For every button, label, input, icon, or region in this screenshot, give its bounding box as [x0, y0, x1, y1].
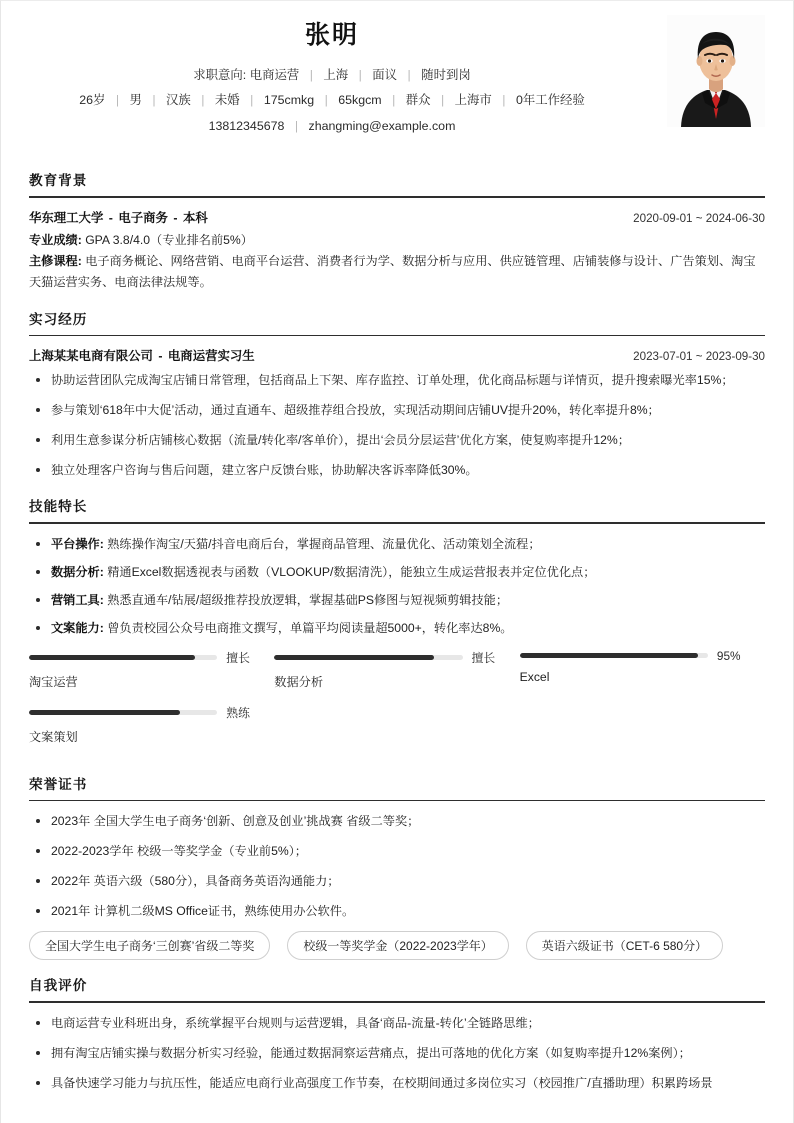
skill-progress-track — [29, 710, 217, 715]
list-item: 参与策划‘618年中大促’活动，通过直通车、超级推荐组合投放，实现活动期间店铺UV提升20%，转化率提升8%； — [29, 400, 765, 421]
page-title: 张明 — [304, 21, 359, 49]
section-title-honors: 荣誉证书 — [29, 776, 88, 792]
skill-name-label: Excel — [519, 669, 550, 684]
internship-bullet-list — [29, 370, 765, 481]
section-divider — [29, 335, 765, 337]
list-item: 利用生意参谋分析店铺核心数据（流量/转化率/客单价），提出‘会员分层运营’优化方案，使复购率提升12%； — [29, 430, 765, 451]
gpa-value: GPA 3.8/4.0（专业排名前5%） — [85, 232, 253, 247]
list-item: 2021年 计算机二级MS Office证书，熟练使用办公软件。 — [29, 901, 765, 922]
skill-level-label: 熟练 — [226, 705, 250, 720]
section-internship — [29, 308, 765, 482]
basic-item: 汉族 — [166, 93, 191, 108]
skill-progress-track — [274, 655, 462, 660]
skill-label: 文案能力: — [51, 620, 104, 635]
list-item: 2022年 英语六级（580分），具备商务英语沟通能力； — [29, 871, 765, 892]
skill-progress-track — [520, 653, 708, 658]
basic-item: 上海市 — [454, 93, 492, 108]
list-item: 2023年 全国大学生电子商务‘创新、创意及创业’挑战赛 省级二等奖； — [29, 811, 765, 832]
skill-level-label: 擅长 — [226, 650, 250, 665]
role-name: 电商运营实习生 — [167, 349, 255, 364]
company-name: 上海某某电商有限公司 — [29, 349, 153, 364]
honor-tag[interactable]: 校级一等奖学金（2022-2023学年） — [287, 931, 508, 960]
objective-item: 上海 — [323, 67, 349, 82]
list-item — [29, 590, 765, 611]
skill-label: 营销工具: — [51, 592, 104, 607]
internship-entry-head — [29, 346, 765, 364]
portrait-illustration — [667, 15, 765, 127]
skill-text: 精通Excel数据透视表与函数（VLOOKUP/数据清洗），能独立生成运营报表并定位优化点； — [107, 564, 596, 579]
degree-name: 本科 — [182, 210, 208, 225]
list-item: 独立处理客户咨询与售后问题，建立客户反馈台账，协助解决客诉率降低30%。 — [29, 460, 765, 481]
honors-tag-list — [29, 931, 765, 960]
honor-tag[interactable]: 全国大学生电子商务‘三创赛’省级二等奖 — [29, 931, 270, 960]
objective-item: 面议 — [372, 67, 398, 82]
list-item: 协助运营团队完成淘宝店铺日常管理，包括商品上下架、库存监控、订单处理，优化商品标题与详情页，提升搜索曝光率15%； — [29, 370, 765, 391]
email-address: zhangming@example.com — [308, 118, 456, 133]
education-courses-line — [29, 251, 765, 294]
divider: | — [407, 67, 411, 82]
section-divider — [29, 196, 765, 198]
divider: | — [294, 118, 299, 133]
section-education — [29, 169, 765, 294]
resume-header — [29, 1, 765, 155]
skill-bar-row — [29, 704, 252, 721]
education-entry-title — [29, 208, 208, 226]
education-gpa-line — [29, 230, 765, 251]
divider: - — [154, 349, 166, 364]
internship-entry-title — [29, 346, 255, 364]
skill-text: 曾负责校园公众号电商推文撰写，单篇平均阅读量超5000+，转化率达8%。 — [107, 620, 513, 635]
section-title-internship: 实习经历 — [29, 311, 88, 327]
section-self-evaluation — [29, 974, 765, 1103]
skill-text: 熟练操作淘宝/天猫/抖音电商后台，掌握商品管理、流量优化、活动策划全流程； — [107, 536, 541, 551]
basic-item: 男 — [129, 93, 142, 108]
list-item: 2022-2023学年 校级一等奖学金（专业前5%）； — [29, 841, 765, 862]
skills-bullet-list — [29, 534, 765, 639]
list-item — [29, 534, 765, 555]
courses-label: 主修课程: — [29, 253, 82, 268]
self-evaluation-bullet-list — [29, 1013, 765, 1094]
divider: | — [250, 93, 254, 108]
section-honors — [29, 773, 765, 961]
section-divider — [29, 800, 765, 802]
section-title-skills: 技能特长 — [29, 499, 88, 515]
skill-label: 数据分析: — [51, 564, 104, 579]
section-skills — [29, 495, 765, 759]
divider: - — [169, 210, 181, 225]
divider: | — [392, 93, 396, 108]
basic-item: 26岁 — [79, 93, 106, 108]
divider: | — [201, 93, 205, 108]
skill-bar-grid — [29, 649, 765, 759]
divider: | — [115, 93, 120, 108]
skill-bar-item — [520, 649, 765, 690]
list-item — [29, 618, 765, 639]
skill-name-label: 文案策划 — [29, 729, 78, 744]
basic-item: 175cmkg — [263, 93, 315, 108]
list-item: 具备快速学习能力与抗压性，能适应电商行业高强度工作节奏，在校期间通过多岗位实习（校园推广/直播助理）积累跨场景 — [29, 1073, 765, 1094]
divider: | — [440, 93, 445, 108]
courses-value: 电子商务概论、网络营销、电商平台运营、消费者行为学、数据分析与应用、供应链管理、店铺装修与设计、广告策划、淘宝天猫运营实务、电商法律法规等。 — [29, 253, 756, 290]
portrait-photo — [667, 15, 765, 127]
gpa-label: 专业成绩: — [29, 232, 82, 247]
divider: | — [152, 93, 156, 108]
skill-name-label: 数据分析 — [274, 674, 324, 689]
list-item: 拥有淘宝店铺实操与数据分析实习经验，能通过数据洞察运营痛点，提出可落地的优化方案（如复购率提升12%案例）； — [29, 1043, 765, 1064]
skill-level-label: 擅长 — [471, 650, 496, 665]
phone-number: 13812345678 — [208, 118, 285, 133]
education-date-range: 2020-09-01 ~ 2024-06-30 — [633, 211, 765, 225]
divider: | — [324, 93, 328, 108]
objective-line — [29, 63, 635, 88]
skill-bar-item — [29, 704, 274, 745]
skill-progress-fill — [520, 653, 699, 658]
education-entry-head — [29, 208, 765, 226]
divider: | — [358, 67, 362, 82]
skill-progress-fill — [274, 655, 434, 660]
objective-item: 电商运营 — [249, 67, 300, 82]
skill-level-label: 95% — [716, 648, 741, 663]
basic-info-line — [29, 88, 635, 113]
divider: | — [309, 67, 313, 82]
honor-tag[interactable]: 英语六级证书（CET-6 580分） — [526, 931, 723, 960]
honors-bullet-list — [29, 811, 765, 922]
objective-label: 求职意向: — [193, 67, 247, 82]
skill-bar-item — [29, 649, 274, 690]
major-name: 电子商务 — [118, 210, 168, 225]
list-item — [29, 562, 765, 583]
basic-item: 0年工作经验 — [515, 93, 585, 108]
section-title-education: 教育背景 — [29, 173, 88, 189]
skill-text: 熟悉直通车/钻展/超级推荐投放逻辑，掌握基础PS修图与短视频剪辑技能； — [107, 592, 509, 607]
skill-bar-row — [274, 649, 497, 666]
skill-bar-item — [274, 649, 519, 690]
skill-bar-row — [520, 649, 743, 663]
header-text-block — [29, 19, 765, 139]
contact-line — [29, 114, 635, 139]
skill-bar-row — [29, 649, 252, 666]
list-item: 电商运营专业科班出身，系统掌握平台规则与运营逻辑，具备‘商品-流量-转化’全链路思维； — [29, 1013, 765, 1034]
internship-date-range: 2023-07-01 ~ 2023-09-30 — [633, 350, 765, 364]
basic-item: 65kgcm — [338, 93, 382, 108]
section-divider — [29, 522, 765, 524]
objective-item: 随时到岗 — [421, 67, 471, 82]
section-title-self-evaluation: 自我评价 — [29, 978, 88, 994]
skill-name-label: 淘宝运营 — [29, 674, 78, 689]
section-divider — [29, 1001, 765, 1003]
skill-progress-track — [29, 655, 217, 660]
divider: | — [502, 93, 506, 108]
divider: - — [105, 210, 117, 225]
school-name: 华东理工大学 — [29, 210, 104, 225]
basic-item: 未婚 — [214, 93, 240, 108]
basic-item: 群众 — [405, 93, 431, 108]
skill-progress-fill — [29, 710, 180, 715]
skill-progress-fill — [29, 655, 195, 660]
skill-label: 平台操作: — [51, 536, 104, 551]
